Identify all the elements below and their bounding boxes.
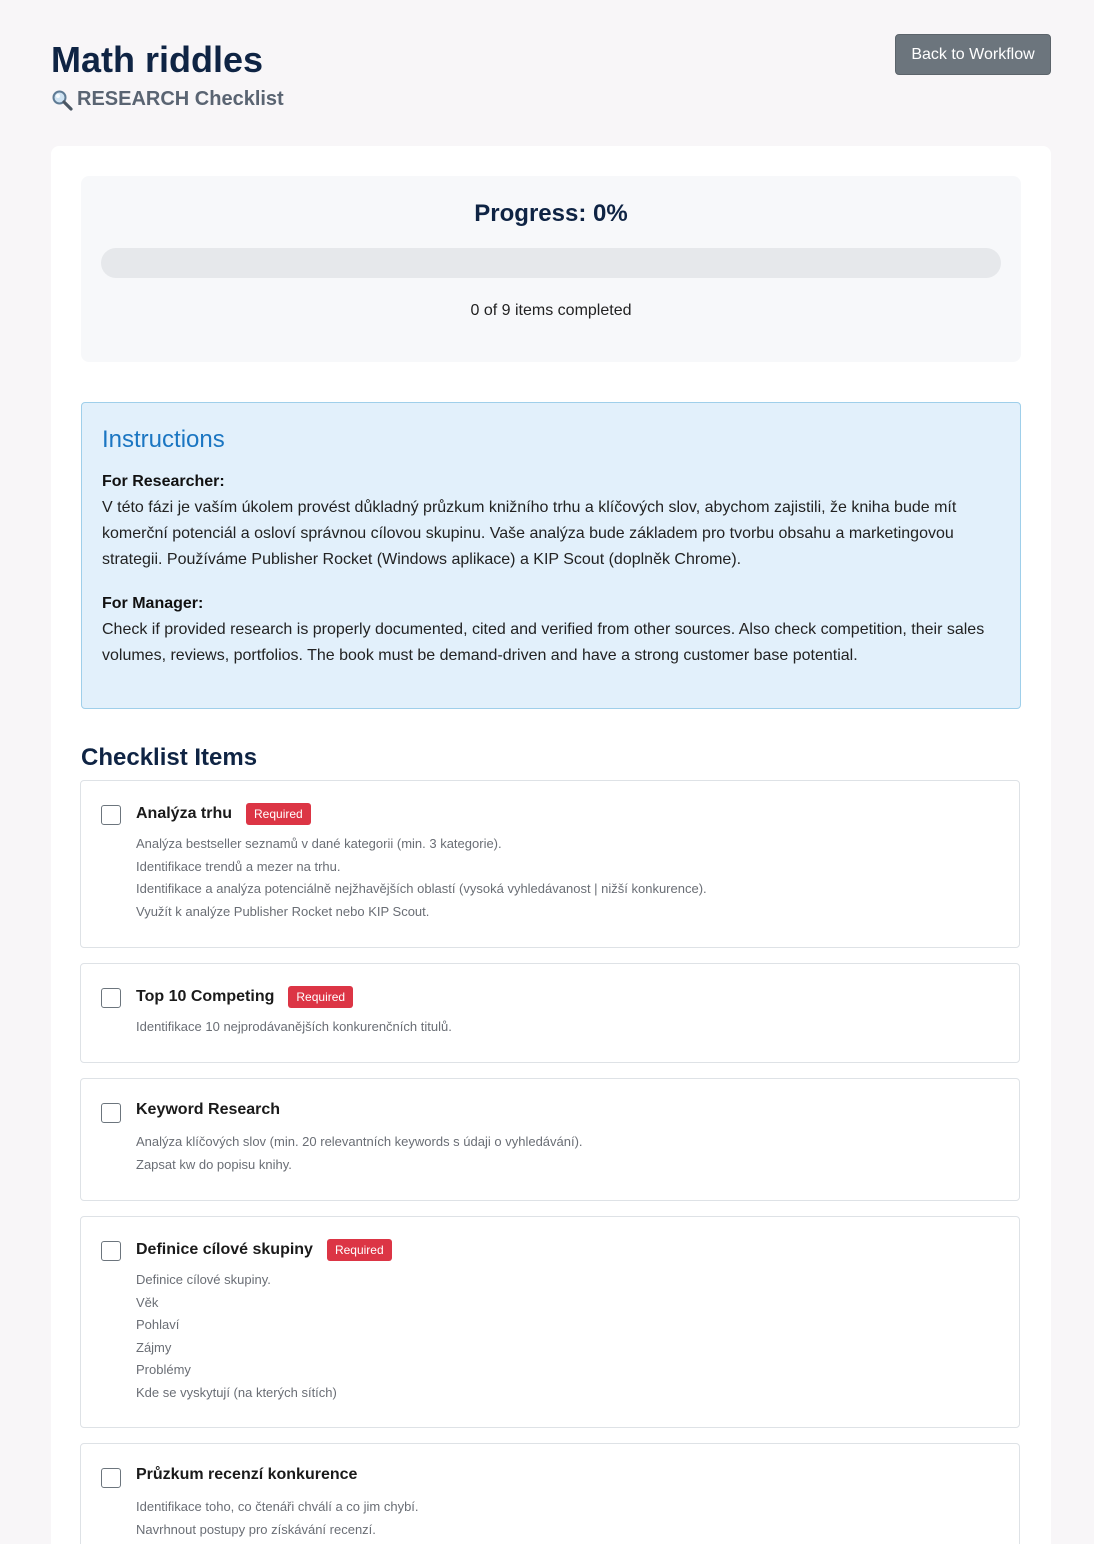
item-description-line: Analýza klíčových slov (min. 20 relevantních keywords s údaji o vyhledávání). <box>136 1134 583 1149</box>
item-label[interactable]: Průzkum recenzí konkurence <box>136 1466 358 1483</box>
item-label[interactable]: Definice cílové skupiny <box>136 1241 313 1258</box>
magnifier-icon <box>51 89 73 111</box>
item-label[interactable]: Keyword Research <box>136 1101 281 1118</box>
item-description <box>136 1131 999 1176</box>
checklist-item <box>80 780 1020 948</box>
item-description-line: Věk <box>136 1294 159 1310</box>
item-description <box>136 833 999 923</box>
checklist-item <box>80 1078 1020 1201</box>
instructions-panel <box>81 402 1021 709</box>
item-description-line: Identifikace a analýza potenciálně nejžhavějších oblastí (vysoká vyhledávanost | nižší konkurence). <box>136 881 707 896</box>
item-checkbox[interactable] <box>101 1103 121 1123</box>
item-header <box>136 986 353 1008</box>
progress-panel <box>81 176 1021 362</box>
item-description-line: Identifikace toho, co čtenáři chválí a co jim chybí. <box>136 1499 419 1514</box>
item-label[interactable]: Analýza trhu <box>136 805 233 822</box>
item-description-line: Identifikace trendů a mezer na trhu. <box>136 858 341 874</box>
progress-bar <box>101 248 1001 278</box>
page-header <box>51 38 1051 128</box>
item-checkbox[interactable] <box>101 988 121 1008</box>
item-checkbox[interactable] <box>101 805 121 825</box>
item-description <box>136 1016 999 1039</box>
item-description-line: Navrhnout postupy pro získávání recenzí. <box>136 1521 376 1537</box>
item-description-line: Problémy <box>136 1362 191 1377</box>
item-description <box>136 1496 999 1541</box>
item-description-line: Využít k analýze Publisher Rocket nebo KIP Scout. <box>136 903 430 919</box>
item-description-line: Identifikace 10 nejprodávanějších konkurenčních titulů. <box>136 1019 452 1034</box>
researcher-text: V této fázi je vaším úkolem provést důkladný průzkum knižního trhu a klíčových slov, abychom zajistili, že kniha bude mít komerční potenciál a osloví správnou cílovou skupinu. Vaše analýza bude základem pro tvorbu obsahu a marketingovou strategii. Používáme Publisher Rocket (Windows aplikace) a KIP Scout (doplněk Chrome). <box>102 499 957 568</box>
item-checkbox[interactable] <box>101 1241 121 1261</box>
page-title: Math riddles <box>51 39 264 80</box>
checklist-item <box>80 1443 1020 1544</box>
item-description-line: Kde se vyskytují (na kterých sítích) <box>136 1384 337 1400</box>
item-description <box>136 1269 999 1404</box>
item-description-line: Analýza bestseller seznamů v dané kategorii (min. 3 kategorie). <box>136 836 502 851</box>
manager-text: Check if provided research is properly documented, cited and verified from other sources. Also check competition, their sales volumes, reviews, portfolios. The book must be demand-driven and have a strong customer base potential. <box>102 621 985 664</box>
checklist-item <box>80 1216 1020 1428</box>
subtitle-text: RESEARCH Checklist <box>77 88 284 110</box>
researcher-label: For Researcher: <box>102 473 225 490</box>
item-description-line: Zájmy <box>136 1339 172 1355</box>
required-badge: Required <box>288 986 353 1008</box>
required-badge: Required <box>246 803 311 825</box>
item-checkbox[interactable] <box>101 1468 121 1488</box>
item-header <box>136 803 311 825</box>
item-header <box>136 1466 357 1484</box>
item-header <box>136 1101 280 1119</box>
checklist-item <box>80 963 1020 1063</box>
item-label[interactable]: Top 10 Competing <box>136 988 275 1005</box>
manager-label: For Manager: <box>102 595 204 612</box>
checklist-section-title: Checklist Items <box>81 744 258 766</box>
back-to-workflow-button[interactable]: Back to Workflow <box>895 34 1051 75</box>
checklist-card <box>51 146 1051 1544</box>
item-description-line: Pohlaví <box>136 1317 180 1332</box>
instructions-title: Instructions <box>102 426 225 453</box>
progress-title: Progress: 0% <box>474 200 628 227</box>
progress-count: 0 of 9 items completed <box>470 302 632 319</box>
checklist-subtitle <box>51 88 1051 111</box>
required-badge: Required <box>327 1239 392 1261</box>
item-description-line: Definice cílové skupiny. <box>136 1272 271 1287</box>
item-header <box>136 1239 392 1261</box>
item-description-line: Zapsat kw do popisu knihy. <box>136 1156 292 1172</box>
